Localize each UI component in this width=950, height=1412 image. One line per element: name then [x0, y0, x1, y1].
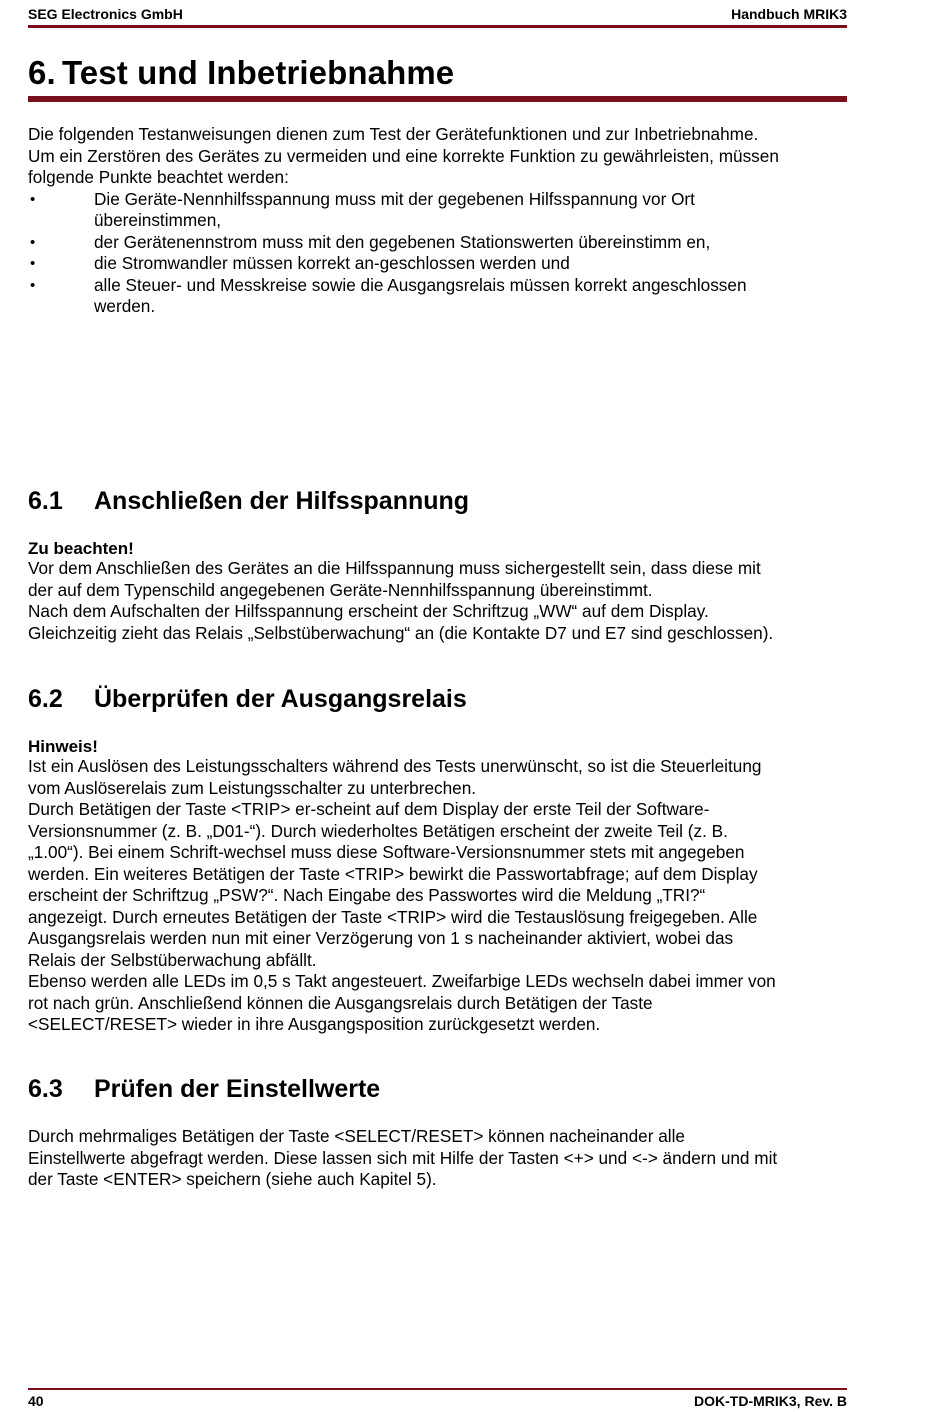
chapter-heading: [28, 54, 454, 92]
checklist-text: werden.: [94, 296, 156, 316]
paragraph-line: Einstellwerte abgefragt werden. Diese lassen sich mit Hilfe der Tasten <+> und <-> ändern und mit: [28, 1147, 778, 1168]
paragraph-line: rot nach grün. Anschließend können die Ausgangsrelais durch Betätigen der Taste: [28, 992, 653, 1013]
header-company: SEG Electronics GmbH: [28, 6, 183, 22]
header-rule: [28, 25, 847, 28]
section-paragraph: [28, 558, 847, 644]
section-number: 6.2: [28, 685, 63, 713]
checklist-text: die Stromwandler müssen korrekt an-geschlossen werden und: [94, 253, 570, 273]
chapter-rule: [28, 96, 847, 102]
paragraph-line: erscheint der Schriftzug „PSW?“. Nach Eingabe des Passwortes wird die Meldung „TRI?“: [28, 885, 706, 905]
intro-paragraph: [28, 124, 847, 189]
section-title: Überprüfen der Ausgangsrelais: [94, 685, 467, 713]
page-number: 40: [28, 1393, 44, 1409]
section-heading-6-3: [28, 1074, 380, 1104]
section-heading-6-2: [28, 684, 467, 714]
paragraph-line: Ebenso werden alle LEDs im 0,5 s Takt angesteuert. Zweifarbige LEDs wechseln dabei immer von: [28, 971, 776, 991]
bullet-icon: •: [30, 190, 36, 208]
paragraph-line: Nach dem Aufschalten der Hilfsspannung erscheint der Schriftzug „WW“ auf dem Display.: [28, 601, 709, 621]
paragraph-line: angezeigt. Durch erneutes Betätigen der Taste <TRIP> wird die Testauslösung freigegeben. Alle: [28, 906, 758, 927]
paragraph-line: Ausgangsrelais werden nun mit einer Verzögerung von 1 s nacheinander aktiviert, wobei das: [28, 928, 734, 948]
paragraph-line: Gleichzeitig zieht das Relais „Selbstüberwachung“ an (die Kontakte D7 und E7 sind geschlossen).: [28, 622, 774, 643]
checklist-text: übereinstimmen,: [94, 210, 222, 230]
section-paragraph: [28, 756, 847, 1036]
checklist-text: Die Geräte-Nennhilfsspannung muss mit der gegebenen Hilfsspannung vor Ort: [94, 188, 695, 209]
paragraph-line: <SELECT/RESET> wieder in ihre Ausgangsposition zurückgesetzt werden.: [28, 1014, 601, 1034]
checklist-item: [28, 275, 847, 318]
chapter-title: Test und Inbetriebnahme: [62, 54, 455, 91]
section-number: 6.1: [28, 487, 63, 515]
checklist: [28, 189, 847, 318]
section-title: Prüfen der Einstellwerte: [94, 1075, 381, 1103]
checklist-item: [28, 253, 847, 275]
paragraph-line: vom Auslöserelais zum Leistungsschalter zu unterbrechen.: [28, 777, 477, 798]
checklist-item: [28, 189, 847, 232]
paragraph-line: Ist ein Auslösen des Leistungsschalters während des Tests unerwünscht, so ist die Steuerleitung: [28, 756, 762, 776]
paragraph-line: Durch mehrmaliges Betätigen der Taste <SELECT/RESET> können nacheinander alle: [28, 1126, 685, 1146]
header-manual-title: Handbuch MRIK3: [731, 6, 847, 22]
document-id: DOK-TD-MRIK3, Rev. B: [694, 1393, 847, 1409]
paragraph-line: Durch Betätigen der Taste <TRIP> er-scheint auf dem Display der erste Teil der Software-: [28, 799, 710, 819]
checklist-text: der Gerätenennstrom muss mit den gegebenen Stationswerten übereinstimm en,: [94, 231, 711, 252]
note-label: Hinweis!: [28, 737, 98, 756]
paragraph-line: Versionsnummer (z. B. „D01-“). Durch wiederholtes Betätigen erscheint der zweite Teil (z. B.: [28, 820, 728, 841]
paragraph-line: „1.00“). Bei einem Schrift-wechsel muss diese Software-Versionsnummer stets mit angegeben: [28, 842, 745, 862]
checklist-text: alle Steuer- und Messkreise sowie die Ausgangsrelais müssen korrekt angeschlossen: [94, 274, 747, 295]
bullet-icon: •: [30, 255, 36, 272]
intro-line: Um ein Zerstören des Gerätes zu vermeiden und eine korrekte Funktion zu gewährleisten, müssen: [28, 145, 779, 166]
bullet-icon: •: [30, 233, 36, 251]
page-footer: [28, 1393, 847, 1411]
paragraph-line: der Taste <ENTER> speichern (siehe auch Kapitel 5).: [28, 1169, 437, 1189]
paragraph-line: Vor dem Anschließen des Gerätes an die Hilfsspannung muss sichergestellt sein, dass diese mit: [28, 558, 761, 578]
page-header: [28, 6, 847, 24]
paragraph-line: Relais der Selbstüberwachung abfällt.: [28, 949, 317, 970]
note-label: Zu beachten!: [28, 539, 134, 558]
section-number: 6.3: [28, 1075, 63, 1103]
section-title: Anschließen der Hilfsspannung: [94, 487, 470, 515]
paragraph-line: der auf dem Typenschild angegebenen Geräte-Nennhilfsspannung übereinstimmt.: [28, 579, 653, 600]
chapter-number: 6.: [28, 54, 56, 91]
checklist-item: [28, 232, 847, 254]
paragraph-line: werden. Ein weiteres Betätigen der Taste <TRIP> bewirkt die Passwortabfrage; auf dem Display: [28, 863, 758, 884]
section-heading-6-1: [28, 486, 469, 516]
section-paragraph: [28, 1126, 847, 1191]
footer-rule: [28, 1388, 847, 1390]
chapter-intro: [28, 124, 847, 1189]
intro-line: folgende Punkte beachtet werden:: [28, 167, 289, 187]
bullet-icon: •: [30, 276, 36, 294]
intro-line: Die folgenden Testanweisungen dienen zum Test der Gerätefunktionen und zur Inbetriebnahme.: [28, 124, 759, 144]
